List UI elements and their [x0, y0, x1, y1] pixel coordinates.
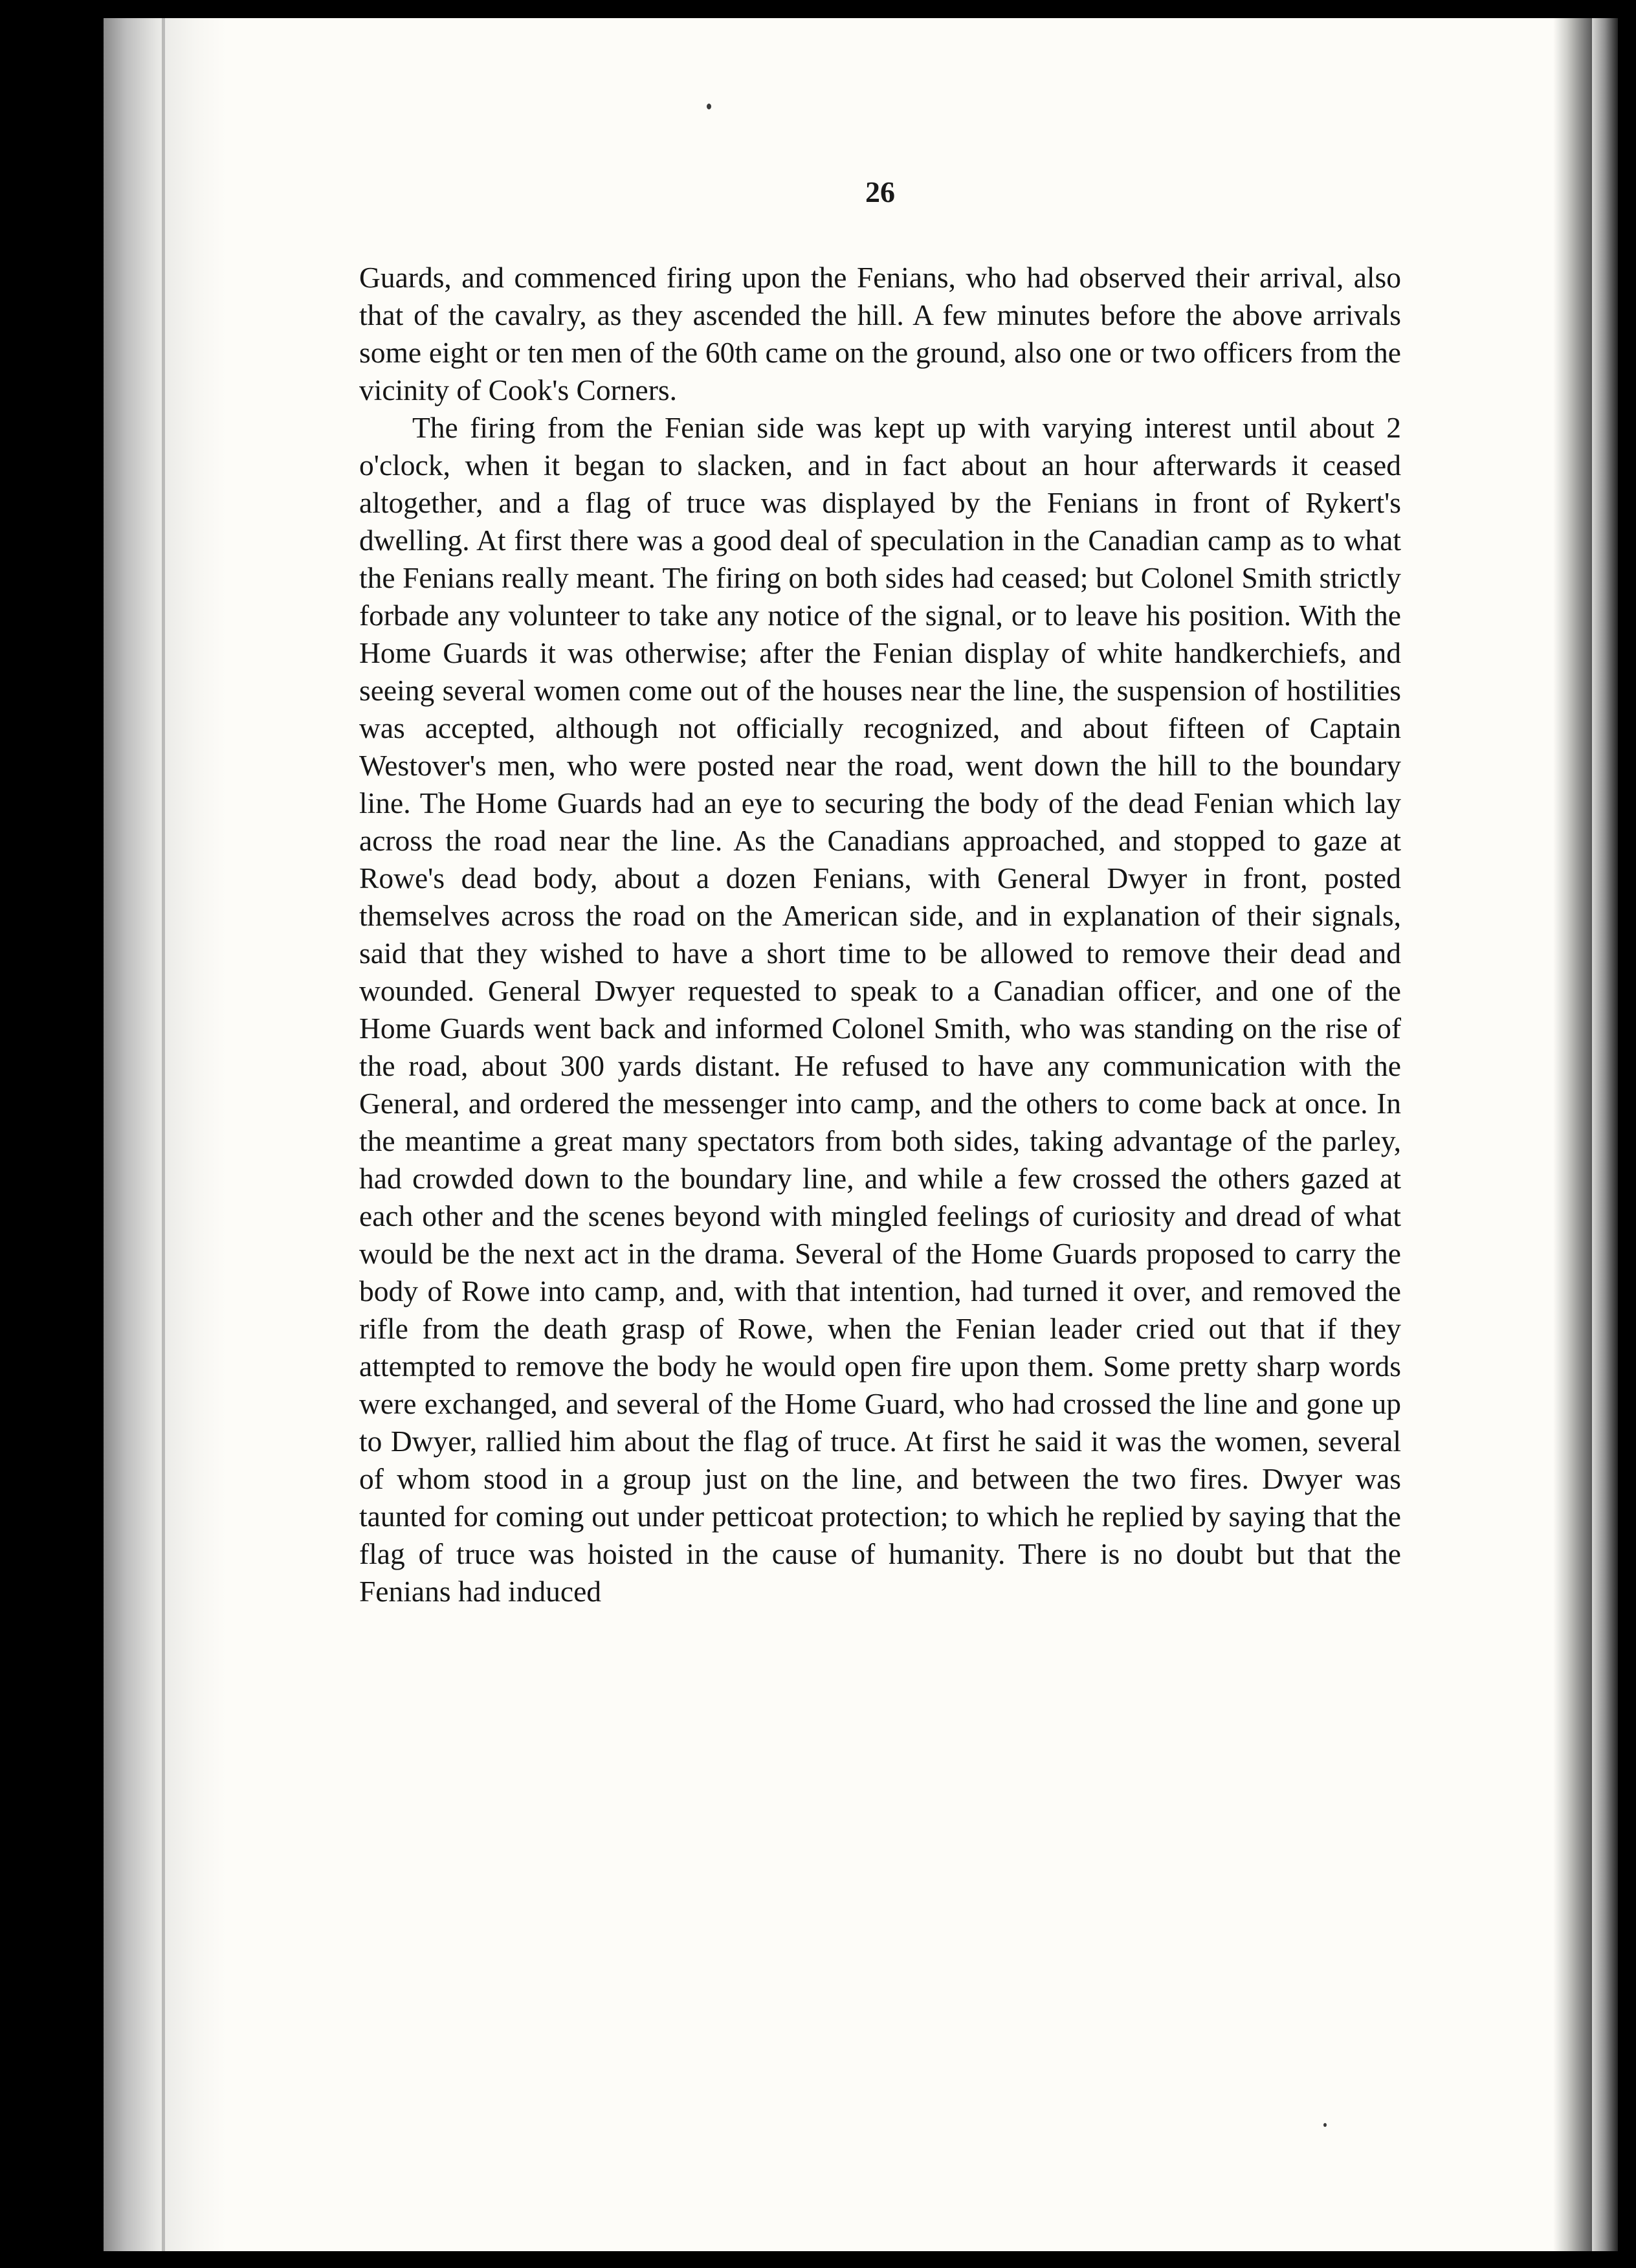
page-edge-right-outer [1592, 18, 1618, 2251]
dust-speck [707, 104, 711, 109]
paragraph: Guards, and commenced firing upon the Fenians, who had observed their arrival, also that of the cavalry, as they ascended the hill. A few minutes before the above arrivals some eight or ten men of the 60th came on the ground, also one or two officers from the vicinity of Cook's Corners. [359, 261, 1401, 406]
body-text [359, 259, 1401, 1610]
dust-speck [1323, 2123, 1327, 2127]
page-gutter-left [104, 18, 227, 2251]
page-number: 26 [865, 175, 895, 208]
gutter-shadow-line [162, 18, 165, 2251]
paragraph: The firing from the Fenian side was kept up with varying interest until about 2 o'clock, when it began to slacken, and in fact about an hour afterwards it ceased altogether, and a flag of truce was displayed by the Fenians in front of Rykert's dwelling. At first there was a good deal of speculation in the Canadian camp as to what the Fenians really meant. The firing on both sides had ceased; but Colonel Smith strictly forbade any volunteer to take any notice of the signal, or to leave his position. With the Home Guards it was otherwise; after the Fenian display of white handkerchiefs, and seeing several women come out of the houses near the line, the suspension of hostilities was accepted, although not officially recognized, and about fifteen of Captain Westover's men, who were posted near the road, went down the hill to the boundary line. The Home Guards had an eye to securing the body of the dead Fenian which lay across the road near the line. As the Canadians approached, and stopped to gaze at Rowe's dead body, about a dozen Fenians, with General Dwyer in front, posted themselves across the road on the American side, and in explanation of their signals, said that they wished to have a short time to be allowed to remove their dead and wounded. General Dwyer requested to speak to a Canadian officer, and one of the Home Guards went back and informed Colonel Smith, who was standing on the rise of the road, about 300 yards distant. He refused to have any communication with the General, and ordered the messenger into camp, and the others to come back at once. In the meantime a great many spectators from both sides, taking advantage of the parley, had crowded down to the boundary line, and while a few crossed the others gazed at each other and the scenes beyond with mingled feelings of curiosity and dread of what would be the next act in the drama. Several of the Home Guards proposed to carry the body of Rowe into camp, and, with that intention, had turned it over, and removed the rifle from the death grasp of Rowe, when the Fenian leader cried out that if they attempted to remove the body he would open fire upon them. Some pretty sharp words were exchanged, and several of the Home Guard, who had crossed the line and gone up to Dwyer, rallied him about the flag of truce. At first he said it was the women, several of whom stood in a group just on the line, and between the two fires. Dwyer was taunted for coming out under petticoat protection; to which he replied by saying that the flag of truce was hoisted in the cause of humanity. There is no doubt but that the Fenians had induced [359, 411, 1401, 1608]
page-edge-right [1553, 18, 1592, 2251]
